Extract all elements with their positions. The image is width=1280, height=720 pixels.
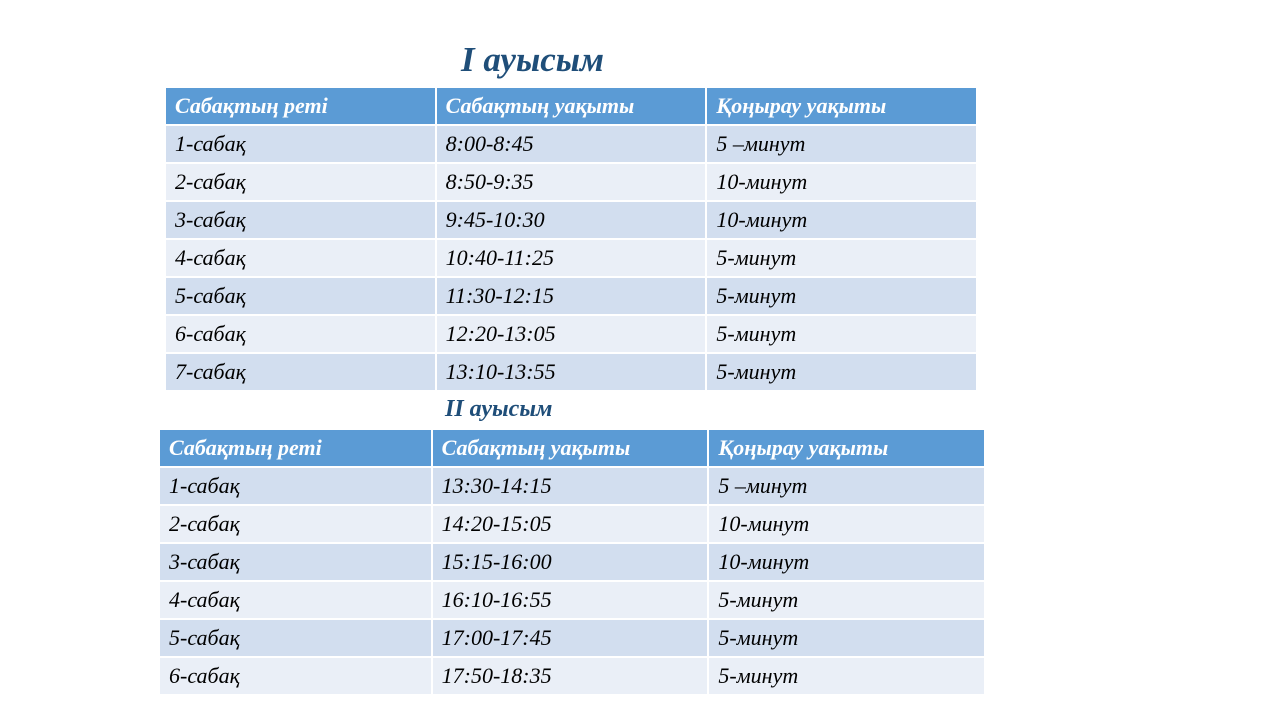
lesson-order-cell: 5-сабақ bbox=[166, 278, 435, 314]
lesson-order-cell: 3-сабақ bbox=[166, 202, 435, 238]
lesson-order-cell: 7-сабақ bbox=[166, 354, 435, 390]
lesson-time-cell: 8:50-9:35 bbox=[437, 164, 706, 200]
lesson-time-cell: 15:15-16:00 bbox=[433, 544, 708, 580]
bell-time-cell: 5-минут bbox=[709, 582, 984, 618]
table-row bbox=[166, 354, 976, 390]
table-row bbox=[160, 468, 984, 504]
lesson-time-cell: 8:00-8:45 bbox=[437, 126, 706, 162]
bell-time-cell: 5-минут bbox=[709, 620, 984, 656]
lesson-time-cell: 12:20-13:05 bbox=[437, 316, 706, 352]
lesson-time-cell: 14:20-15:05 bbox=[433, 506, 708, 542]
column-header-lesson-order: Сабақтың реті bbox=[160, 430, 431, 466]
lesson-time-cell: 13:30-14:15 bbox=[433, 468, 708, 504]
table-row bbox=[160, 544, 984, 580]
table-row bbox=[166, 278, 976, 314]
lesson-order-cell: 5-сабақ bbox=[160, 620, 431, 656]
table-header-row bbox=[166, 88, 976, 124]
column-header-lesson-time: Сабақтың уақыты bbox=[437, 88, 706, 124]
table-row bbox=[166, 316, 976, 352]
bell-time-cell: 5-минут bbox=[707, 354, 976, 390]
lesson-time-cell: 17:50-18:35 bbox=[433, 658, 708, 694]
table-row bbox=[160, 582, 984, 618]
column-header-lesson-time: Сабақтың уақыты bbox=[433, 430, 708, 466]
column-header-lesson-order: Сабақтың реті bbox=[166, 88, 435, 124]
column-header-bell-time: Қоңырау уақыты bbox=[709, 430, 984, 466]
shift-1-title: I ауысым bbox=[461, 40, 605, 79]
lesson-order-cell: 2-сабақ bbox=[160, 506, 431, 542]
table-row bbox=[166, 240, 976, 276]
lesson-time-cell: 10:40-11:25 bbox=[437, 240, 706, 276]
bell-time-cell: 5-минут bbox=[707, 240, 976, 276]
lesson-time-cell: 16:10-16:55 bbox=[433, 582, 708, 618]
column-header-bell-time: Қоңырау уақыты bbox=[707, 88, 976, 124]
table-row bbox=[166, 126, 976, 162]
table-row bbox=[166, 202, 976, 238]
shift-1-schedule-table bbox=[164, 86, 978, 392]
table-row bbox=[160, 658, 984, 694]
lesson-order-cell: 1-сабақ bbox=[166, 126, 435, 162]
lesson-order-cell: 6-сабақ bbox=[160, 658, 431, 694]
lesson-time-cell: 17:00-17:45 bbox=[433, 620, 708, 656]
table-row bbox=[166, 164, 976, 200]
table-row bbox=[160, 620, 984, 656]
lesson-order-cell: 4-сабақ bbox=[166, 240, 435, 276]
lesson-order-cell: 1-сабақ bbox=[160, 468, 431, 504]
bell-time-cell: 10-минут bbox=[709, 544, 984, 580]
lesson-order-cell: 2-сабақ bbox=[166, 164, 435, 200]
bell-time-cell: 5-минут bbox=[709, 658, 984, 694]
shift-2-title: II ауысым bbox=[445, 396, 553, 422]
lesson-order-cell: 6-сабақ bbox=[166, 316, 435, 352]
shift-2-schedule-table bbox=[158, 428, 986, 696]
lesson-order-cell: 3-сабақ bbox=[160, 544, 431, 580]
bell-time-cell: 10-минут bbox=[709, 506, 984, 542]
table-row bbox=[160, 506, 984, 542]
lesson-order-cell: 4-сабақ bbox=[160, 582, 431, 618]
bell-time-cell: 5 –минут bbox=[707, 126, 976, 162]
lesson-time-cell: 9:45-10:30 bbox=[437, 202, 706, 238]
bell-time-cell: 5-минут bbox=[707, 316, 976, 352]
table-header-row bbox=[160, 430, 984, 466]
bell-time-cell: 5 –минут bbox=[709, 468, 984, 504]
bell-time-cell: 5-минут bbox=[707, 278, 976, 314]
lesson-time-cell: 11:30-12:15 bbox=[437, 278, 706, 314]
bell-time-cell: 10-минут bbox=[707, 164, 976, 200]
lesson-time-cell: 13:10-13:55 bbox=[437, 354, 706, 390]
bell-time-cell: 10-минут bbox=[707, 202, 976, 238]
